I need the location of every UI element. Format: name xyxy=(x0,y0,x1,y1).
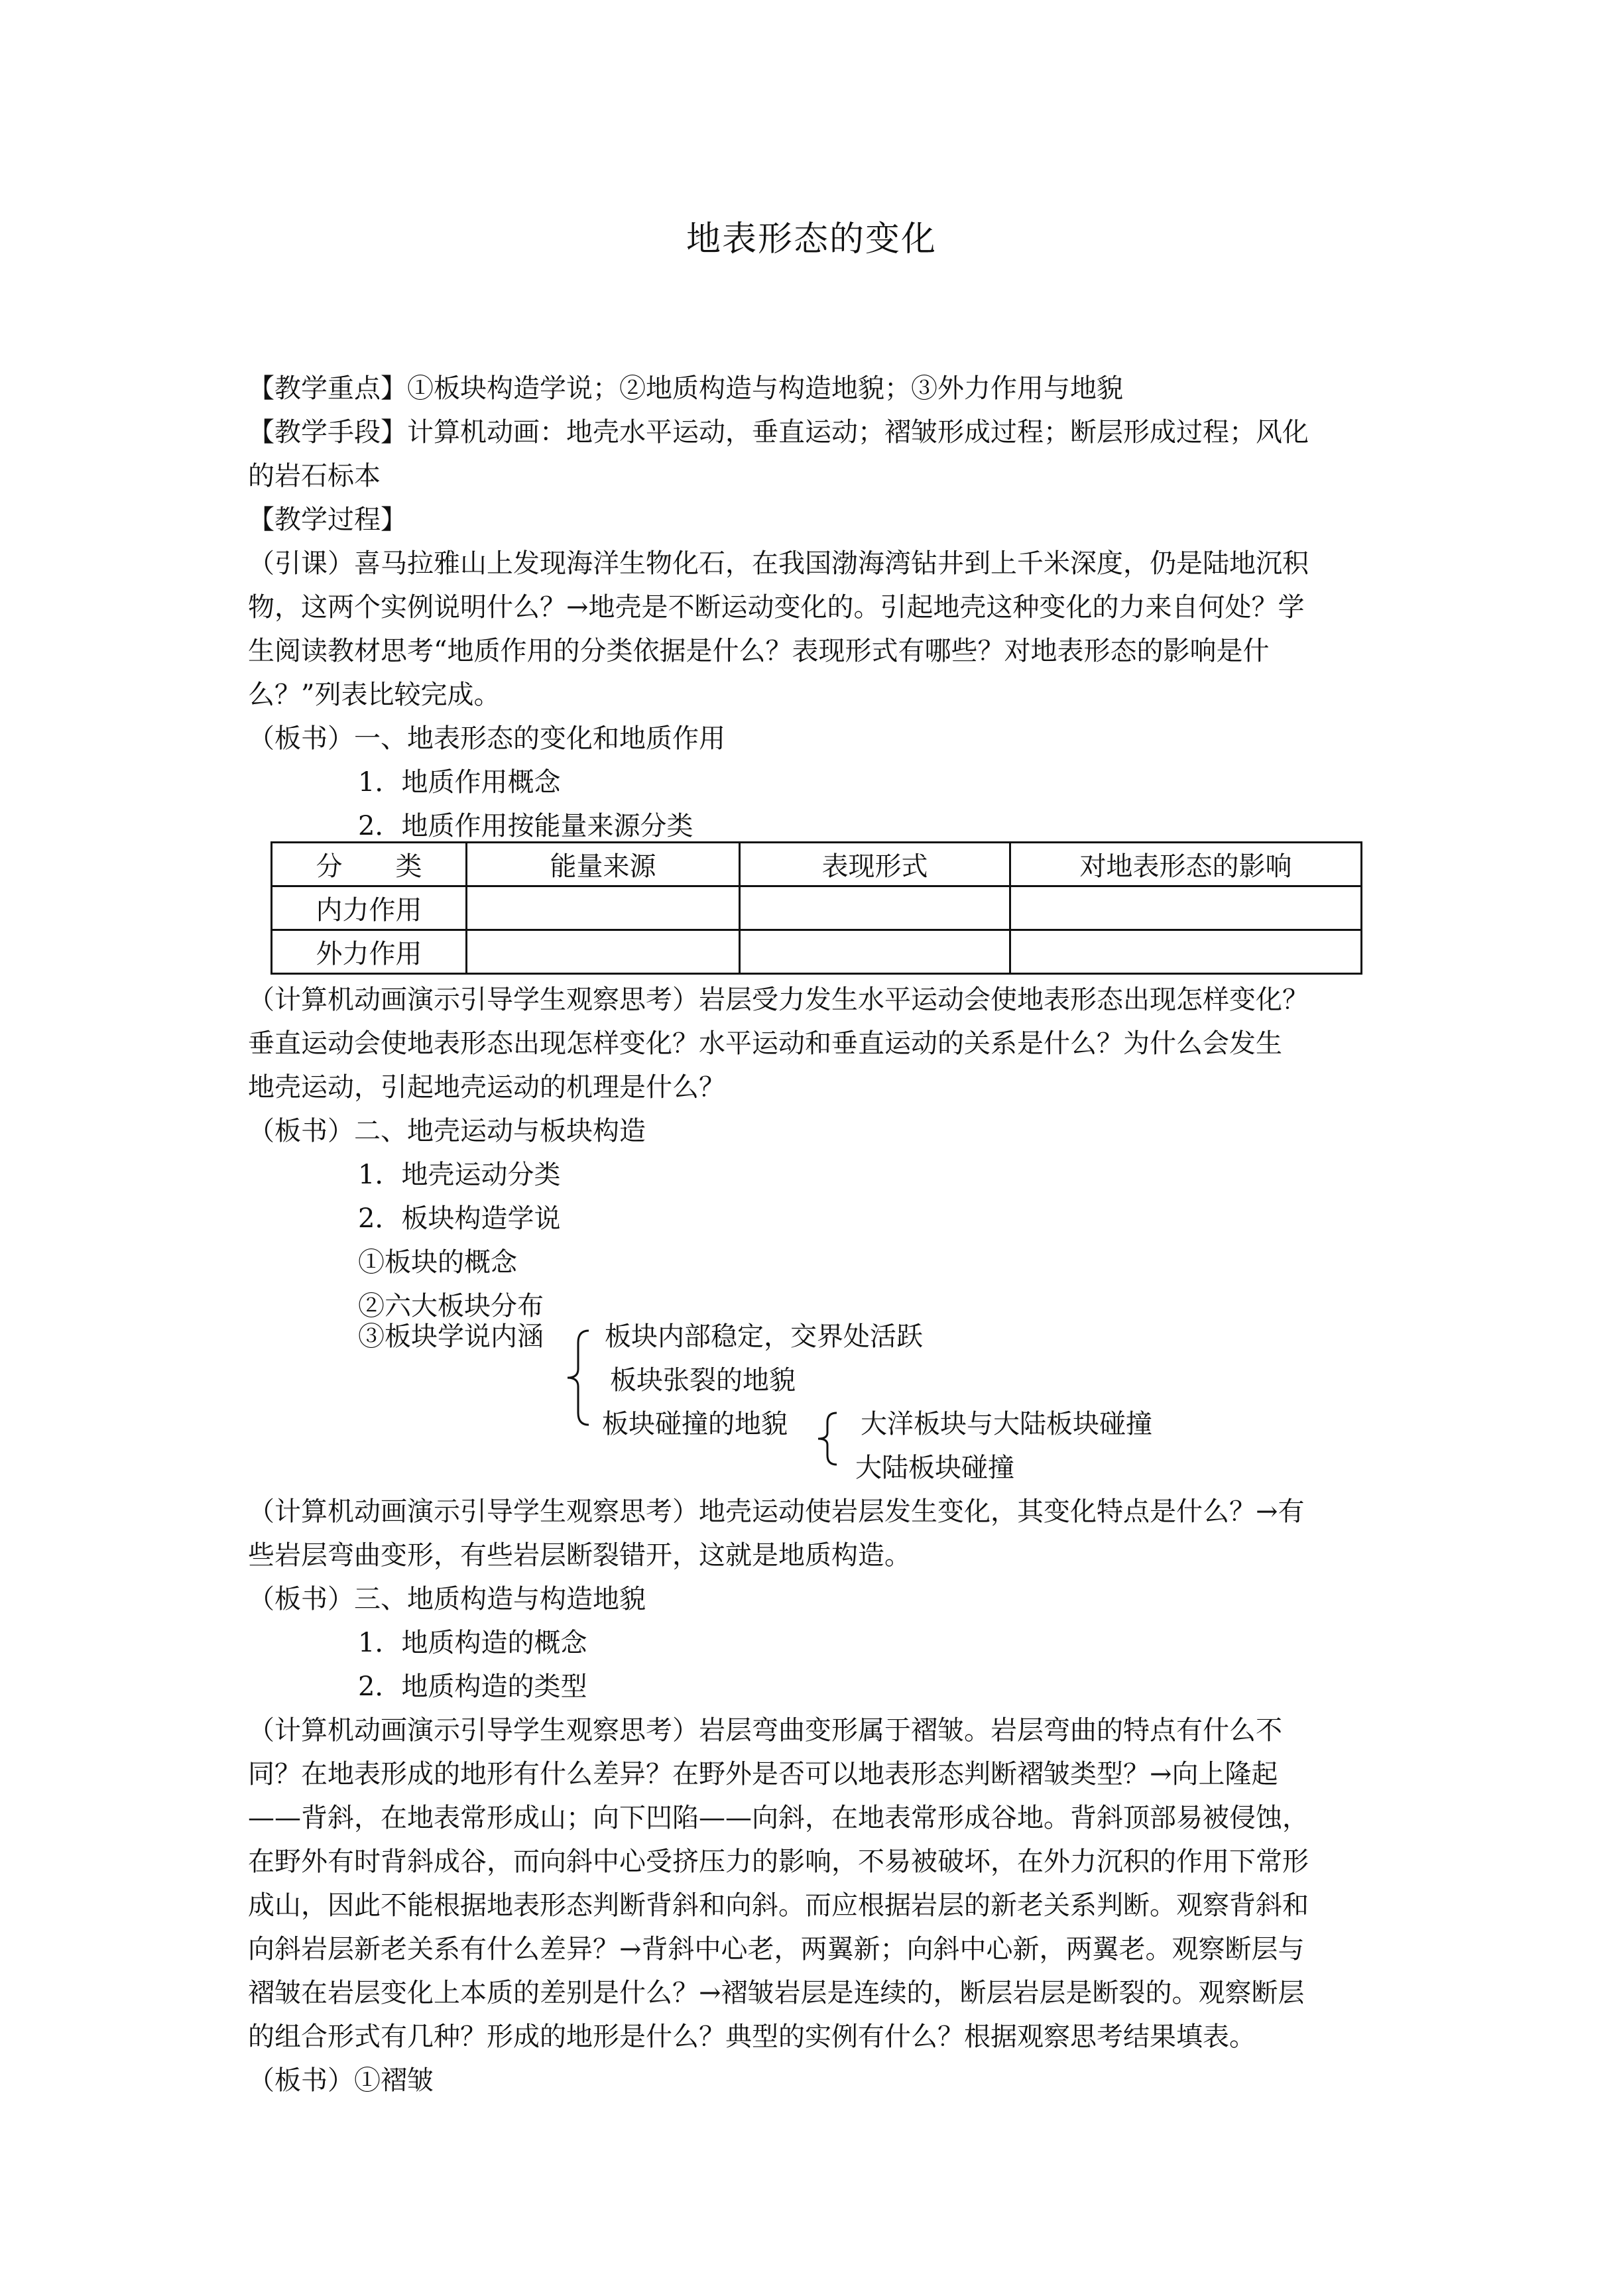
text-line: 向斜岩层新老关系有什么差异？→背斜中心老，两翼新；向斜中心新，两翼老。观察断层与 xyxy=(248,1934,1305,1964)
outline-item: 1．地质作用概念 xyxy=(358,767,561,798)
text-line: 生阅读教材思考“地质作用的分类依据是什么？表现形式有哪些？对地表形态的影响是什 xyxy=(248,636,1270,666)
text-line: 物，这两个实例说明什么？→地壳是不断运动变化的。引起地壳这种变化的力来自何处？学 xyxy=(248,592,1305,623)
text-line: 在野外有时背斜成谷，而向斜中心受挤压力的影响，不易被破坏，在外力沉积的作用下常形 xyxy=(248,1846,1309,1877)
table-header-cell: 能量来源 xyxy=(467,843,740,886)
table-cell xyxy=(467,886,740,930)
tree-branch: 板块张裂的地貌 xyxy=(610,1365,796,1396)
tree-leaf: 大陆板块碰撞 xyxy=(855,1453,1014,1483)
text-line: 【教学过程】 xyxy=(248,505,407,535)
text-line: 么？”列表比较完成。 xyxy=(248,680,501,710)
text-line: （板书）三、地质构造与构造地貌 xyxy=(248,1584,646,1614)
tree-leaf: 大洋板块与大陆板块碰撞 xyxy=(861,1409,1152,1439)
outline-item: 1．地质构造的概念 xyxy=(358,1628,587,1658)
outline-item: 2．地质构造的类型 xyxy=(358,1671,587,1702)
table-cell: 内力作用 xyxy=(272,886,467,930)
table-header-row xyxy=(272,843,1362,886)
page-title: 地表形态的变化 xyxy=(686,219,937,259)
tree-root: ③板块学说内涵 xyxy=(358,1321,544,1352)
text-line: 成山，因此不能根据地表形态判断背斜和向斜。而应根据岩层的新老关系判断。观察背斜和 xyxy=(248,1890,1309,1921)
outline-item: 1．地壳运动分类 xyxy=(358,1160,561,1190)
table-cell xyxy=(467,930,740,974)
table-cell xyxy=(1010,930,1362,974)
text-line: （板书）①褶皱 xyxy=(248,2065,434,2096)
geologic-action-table xyxy=(270,841,1362,975)
text-line: 同？在地表形成的地形有什么差异？在野外是否可以地表形态判断褶皱类型？→向上隆起 xyxy=(248,1759,1278,1789)
text-line: （计算机动画演示引导学生观察思考）岩层弯曲变形属于褶皱。岩层弯曲的特点有什么不 xyxy=(248,1715,1282,1746)
outline-item: ①板块的概念 xyxy=(358,1247,517,1278)
text-line: （计算机动画演示引导学生观察思考）地壳运动使岩层发生变化，其变化特点是什么？→有 xyxy=(248,1496,1305,1527)
outline-item: 2．地质作用按能量来源分类 xyxy=(358,811,693,841)
table-cell: 外力作用 xyxy=(272,930,467,974)
text-line: （计算机动画演示引导学生观察思考）岩层受力发生水平运动会使地表形态出现怎样变化？ xyxy=(248,985,1309,1015)
text-line: （板书）二、地壳运动与板块构造 xyxy=(248,1116,646,1146)
table-row xyxy=(272,886,1362,930)
brace-left-icon xyxy=(562,1328,594,1427)
table-row xyxy=(272,930,1362,974)
text-line: 的组合形式有几种？形成的地形是什么？典型的实例有什么？根据观察思考结果填表。 xyxy=(248,2022,1256,2052)
text-line: 地壳运动，引起地壳运动的机理是什么？ xyxy=(248,1072,725,1103)
table-cell xyxy=(740,886,1010,930)
text-line: ——背斜，在地表常形成山；向下凹陷——向斜，在地表常形成谷地。背斜顶部易被侵蚀， xyxy=(248,1803,1309,1833)
table-header-cell: 分 类 xyxy=(272,843,467,886)
text-line: （板书）一、地表形态的变化和地质作用 xyxy=(248,723,725,754)
text-line: 【教学手段】计算机动画：地壳水平运动，垂直运动；褶皱形成过程；断层形成过程；风化 xyxy=(248,417,1309,448)
text-line: 些岩层弯曲变形，有些岩层断裂错开，这就是地质构造。 xyxy=(248,1540,911,1571)
text-line: 【教学重点】①板块构造学说；②地质构造与构造地貌；③外力作用与地貌 xyxy=(248,373,1123,404)
outline-item: 2．板块构造学说 xyxy=(358,1203,561,1234)
text-line: 褶皱在岩层变化上本质的差别是什么？→褶皱岩层是连续的，断层岩层是断裂的。观察断层 xyxy=(248,1978,1305,2008)
table-cell xyxy=(740,930,1010,974)
table-header-cell: 表现形式 xyxy=(740,843,1010,886)
tree-branch: 板块内部稳定，交界处活跃 xyxy=(605,1321,923,1352)
text-line: （引课）喜马拉雅山上发现海洋生物化石，在我国渤海湾钻井到上千米深度，仍是陆地沉积 xyxy=(248,548,1309,579)
brace-small-icon xyxy=(814,1410,841,1467)
tree-branch: 板块碰撞的地貌 xyxy=(602,1409,788,1439)
table-header-cell: 对地表形态的影响 xyxy=(1010,843,1362,886)
text-line: 的岩石标本 xyxy=(248,461,381,491)
outline-item: ②六大板块分布 xyxy=(358,1291,544,1321)
table-cell xyxy=(1010,886,1362,930)
text-line: 垂直运动会使地表形态出现怎样变化？水平运动和垂直运动的关系是什么？为什么会发生 xyxy=(248,1028,1282,1059)
